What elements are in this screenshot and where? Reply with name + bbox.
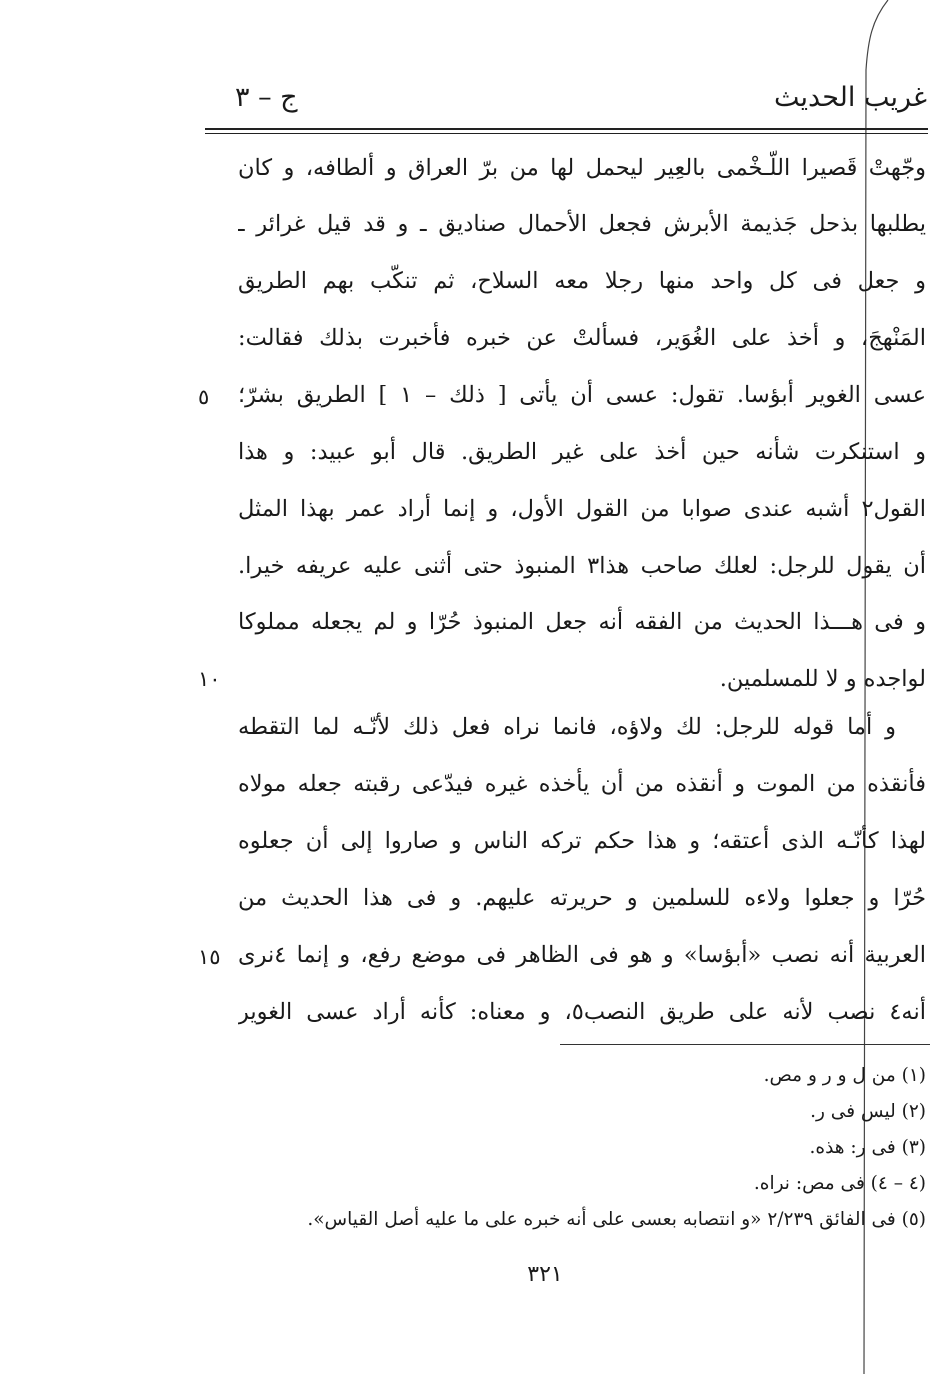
body-line: حُرّا و جعلوا ولاءه للسلمين و حريرته عليهم. و فى هذا الحديث من bbox=[238, 885, 926, 911]
body-line: القول٢ أشبه عندى صوابا من القول الأول، و إنما أراد عمر بهذا المثل bbox=[238, 496, 926, 522]
header-rule bbox=[205, 128, 928, 134]
footnote: (١) من ل و ر و مص. bbox=[763, 1065, 926, 1086]
body-line: عسى الغوير أبؤسا. تقول: عسى أن يأتى [ ذلك – ١ ] الطريق بشرّ؛ bbox=[238, 382, 926, 408]
footnote: (٢) ليس فى ر. bbox=[810, 1101, 926, 1122]
body-line: و أما قوله للرجل: لك ولاؤه، فانما نراه فعل ذلك لأنّـه لما التقطه bbox=[238, 714, 896, 740]
body-line: و جعل فى كل واحد منها رجلا معه السلاح، ثم تنكّب بهم الطريق bbox=[238, 268, 926, 294]
body-line: أنه٤ نصب لأنه على طريق النصب٥، و معناه: كأنه أراد عسى الغوير bbox=[238, 999, 926, 1025]
footnote: (٤ – ٤) فى مص: نراه. bbox=[753, 1173, 926, 1194]
body-line: المَنْهجَ، و أخذ على الغُوَير، فسألتْ عن خبره فأخبرت بذلك فقالت: bbox=[238, 325, 926, 351]
body-line: و فى هـــذا الحديث من الفقه أنه جعل المنبوذ حُرّا و لم يجعله مملوكا bbox=[238, 609, 926, 635]
body-line: يطلبها بذحل جَذيمة الأبرش فجعل الأحمال صناديق ـ و قد قيل غرائر ـ bbox=[238, 211, 926, 237]
footnote-rule bbox=[560, 1044, 930, 1045]
margin-line-number: ١٠ bbox=[198, 667, 221, 691]
margin-line-number: ١٥ bbox=[198, 945, 221, 969]
page-number: ٣٢١ bbox=[527, 1262, 563, 1287]
footnote: (٥) فى الفائق ٢/٢٣٩ «و انتصابه بعسى على أنه خبره على ما عليه أصل القياس». bbox=[307, 1209, 926, 1230]
running-header bbox=[205, 82, 927, 126]
body-line: فأنقذه من الموت و أنقذه من أن يأخذه غيره فيدّعى رقبته جعله مولاه bbox=[238, 771, 926, 797]
volume-label: ج – ٣ bbox=[235, 82, 298, 113]
body-line: أن يقول للرجل: لعلك صاحب هذا٣ المنبوذ حتى أثنى عليه عريفه خيرا. bbox=[238, 553, 926, 579]
body-line: وجّهتْ قَصيرا اللّـخْمى بالعِير ليحمل لها من برّ العراق و ألطافه، و كان bbox=[238, 155, 926, 181]
footnote: (٣) فى ر: هذه. bbox=[809, 1137, 926, 1158]
body-line: و استنكرت شأنه حين أخذ على غير الطريق. قال أبو عبيد: و هذا bbox=[238, 439, 926, 465]
margin-line-number: ٥ bbox=[198, 385, 210, 409]
body-line: لهذا كأنّـه الذى أعتقه؛ و هذا حكم تركه الناس و صاروا إلى أن جعلوه bbox=[238, 828, 926, 854]
body-line: العربية أنه نصب «أبؤسا» و هو فى الظاهر فى موضع رفع، و إنما ٤نرى bbox=[238, 942, 926, 968]
body-line: لواجده و لا للمسلمين. bbox=[719, 666, 926, 692]
running-title: غريب الحديث bbox=[774, 82, 927, 113]
